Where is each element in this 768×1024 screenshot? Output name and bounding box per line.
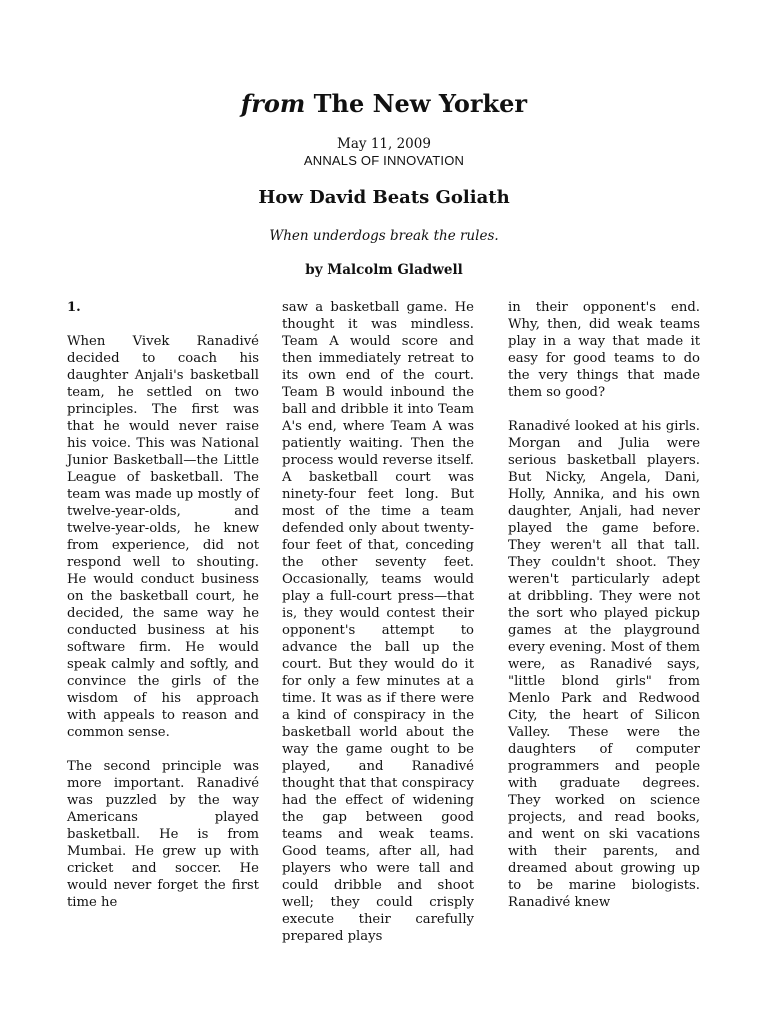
article-byline: by Malcolm Gladwell	[305, 262, 463, 278]
publication-name: The New Yorker	[313, 89, 528, 118]
text-column-2	[282, 299, 474, 945]
paragraph: saw a basketball game. He thought it was mindless. Team A would score and then immediately retreat to its own end of the court. Team B would inbound the ball and dribble it into Team A's end, where Team A was patiently waiting. Then the process would reverse itself. A basketball court was ninety-four feet long. But most of the time a team defended only about twenty-four feet of that, conceding the other seventy feet. Occasionally, teams would play a full-court press—that is, they would contest their opponent's attempt to advance the ball up the court. But they would do it for only a few minutes at a time. It was as if there were a kind of conspiracy in the basketball world about the way the game ought to be played, and Ranadivé thought that that conspiracy had the effect of widening the gap between good teams and weak teams. Good teams, after all, had players who were tall and could dribble and shoot well; they could crisply execute their carefully prepared plays	[282, 300, 474, 944]
article-date: May 11, 2009	[337, 136, 431, 152]
article-deck: When underdogs break the rules.	[269, 228, 499, 244]
text-column-1	[67, 299, 259, 911]
paragraph: Ranadivé looked at his girls. Morgan and Julia were serious basketball players. But Nicky, Angela, Dani, Holly, Annika, and his own daughter, Anjali, had never played the game before. They weren't all that tall. They couldn't shoot. They weren't particularly adept at dribbling. They were not the sort who played pickup games at the playground every evening. Most of them were, as Ranadivé says, "little blond girls" from Menlo Park and Redwood City, the heart of Silicon Valley. These were the daughters of computer programmers and people with graduate degrees. They worked on science projects, and read books, and went on ski vacations with their parents, and dreamed about growing up to be marine biologists. Ranadivé knew	[508, 419, 700, 910]
section-number: 1.	[67, 300, 81, 315]
paragraph: When Vivek Ranadivé decided to coach his daughter Anjali's basketball team, he settled on two principles. The first was that he would never raise his voice. This was National Junior Basketball—the Little League of basketball. The team was made up mostly of twelve-year-olds, and twelve-year-olds, he knew from experience, did not respond well to shouting. He would conduct business on the basketball court, he decided, the same way he conducted business at his software firm. He would speak calmly and softly, and convince the girls of the wisdom of his approach with appeals to reason and common sense.	[67, 334, 259, 740]
article-section: ANNALS OF INNOVATION	[303, 153, 465, 168]
paragraph: in their opponent's end. Why, then, did weak teams play in a way that made it easy for good teams to do the very things that made them so good?	[508, 300, 700, 400]
publication-prefix: from	[240, 89, 306, 118]
article-title: How David Beats Goliath	[258, 187, 510, 208]
paragraph: The second principle was more important. Ranadivé was puzzled by the way Americans played basketball. He is from Mumbai. He grew up with cricket and soccer. He would never forget the first time he	[67, 759, 259, 910]
text-column-3	[508, 299, 700, 911]
publication-line	[0, 88, 768, 120]
